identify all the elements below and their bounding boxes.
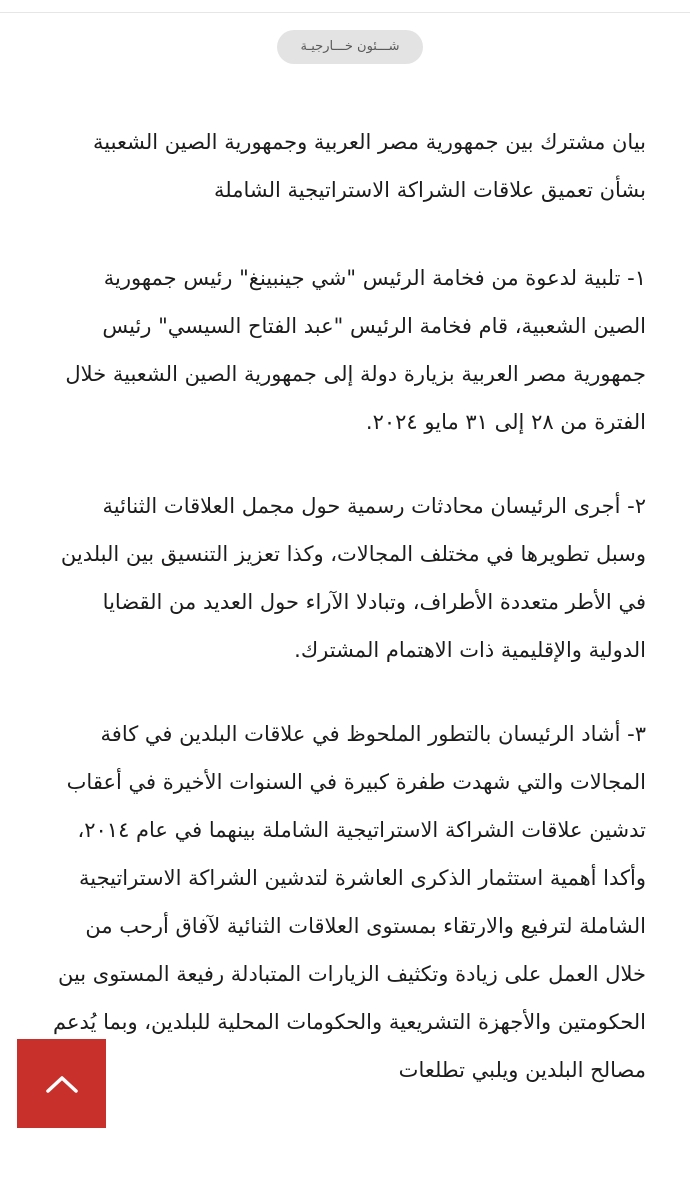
article-paragraph-2: ٢- أجرى الرئيسان محادثات رسمية حول مجمل العلاقات الثنائية وسبل تطويرها في مختلف المجالات، وكذا تعزيز التنسيق بين البلدين في الأطر متعددة الأطراف، وتبادلا الآراء حول العديد من القضايا الدولية والإقليمية ذات الاهتمام المشترك. (60, 494, 646, 662)
article-paragraph-1: ١- تلبية لدعوة من فخامة الرئيس "شي جينبينغ" رئيس جمهورية الصين الشعبية، قام فخامة الرئيس "عبد الفتاح السيسي" رئيس جمهورية مصر العربية بزيارة دولة إلى جمهورية الصين الشعبية خلال الفترة من ٢٨ إلى ٣١ مايو ٢٠٢٤. (65, 266, 646, 434)
article-body (50, 118, 646, 1130)
article-title: بيان مشترك بين جمهورية مصر العربية وجمهورية الصين الشعبية بشأن تعميق علاقات الشراكة الاستراتيجية الشاملة (93, 130, 646, 202)
back-to-top-button[interactable] (17, 1039, 106, 1128)
article-paragraph-3: ٣- أشاد الرئيسان بالتطور الملحوظ في علاقات البلدين في كافة المجالات والتي شهدت طفرة كبيرة في السنوات الأخيرة في أعقاب تدشين علاقات الشراكة الاستراتيجية الشاملة بينهما في عام ٢٠١٤، وأكدا أهمية استثمار الذكرى العاشرة لتدشين الشراكة الاستراتيجية الشاملة لترفيع والارتقاء بمستوى العلاقات الثنائية لآفاق أرحب من خلال العمل على زيادة وتكثيف الزيارات المتبادلة رفيعة المستوى بين الحكومتين والأجهزة التشريعية والحكومات المحلية للبلدين، وبما يُدعم مصالح البلدين ويلبي تطلعات (53, 722, 646, 1082)
top-bar (0, 0, 690, 13)
chevron-up-icon (45, 1074, 79, 1094)
category-badge[interactable]: شـــئون خـــارجيـة (277, 30, 423, 64)
